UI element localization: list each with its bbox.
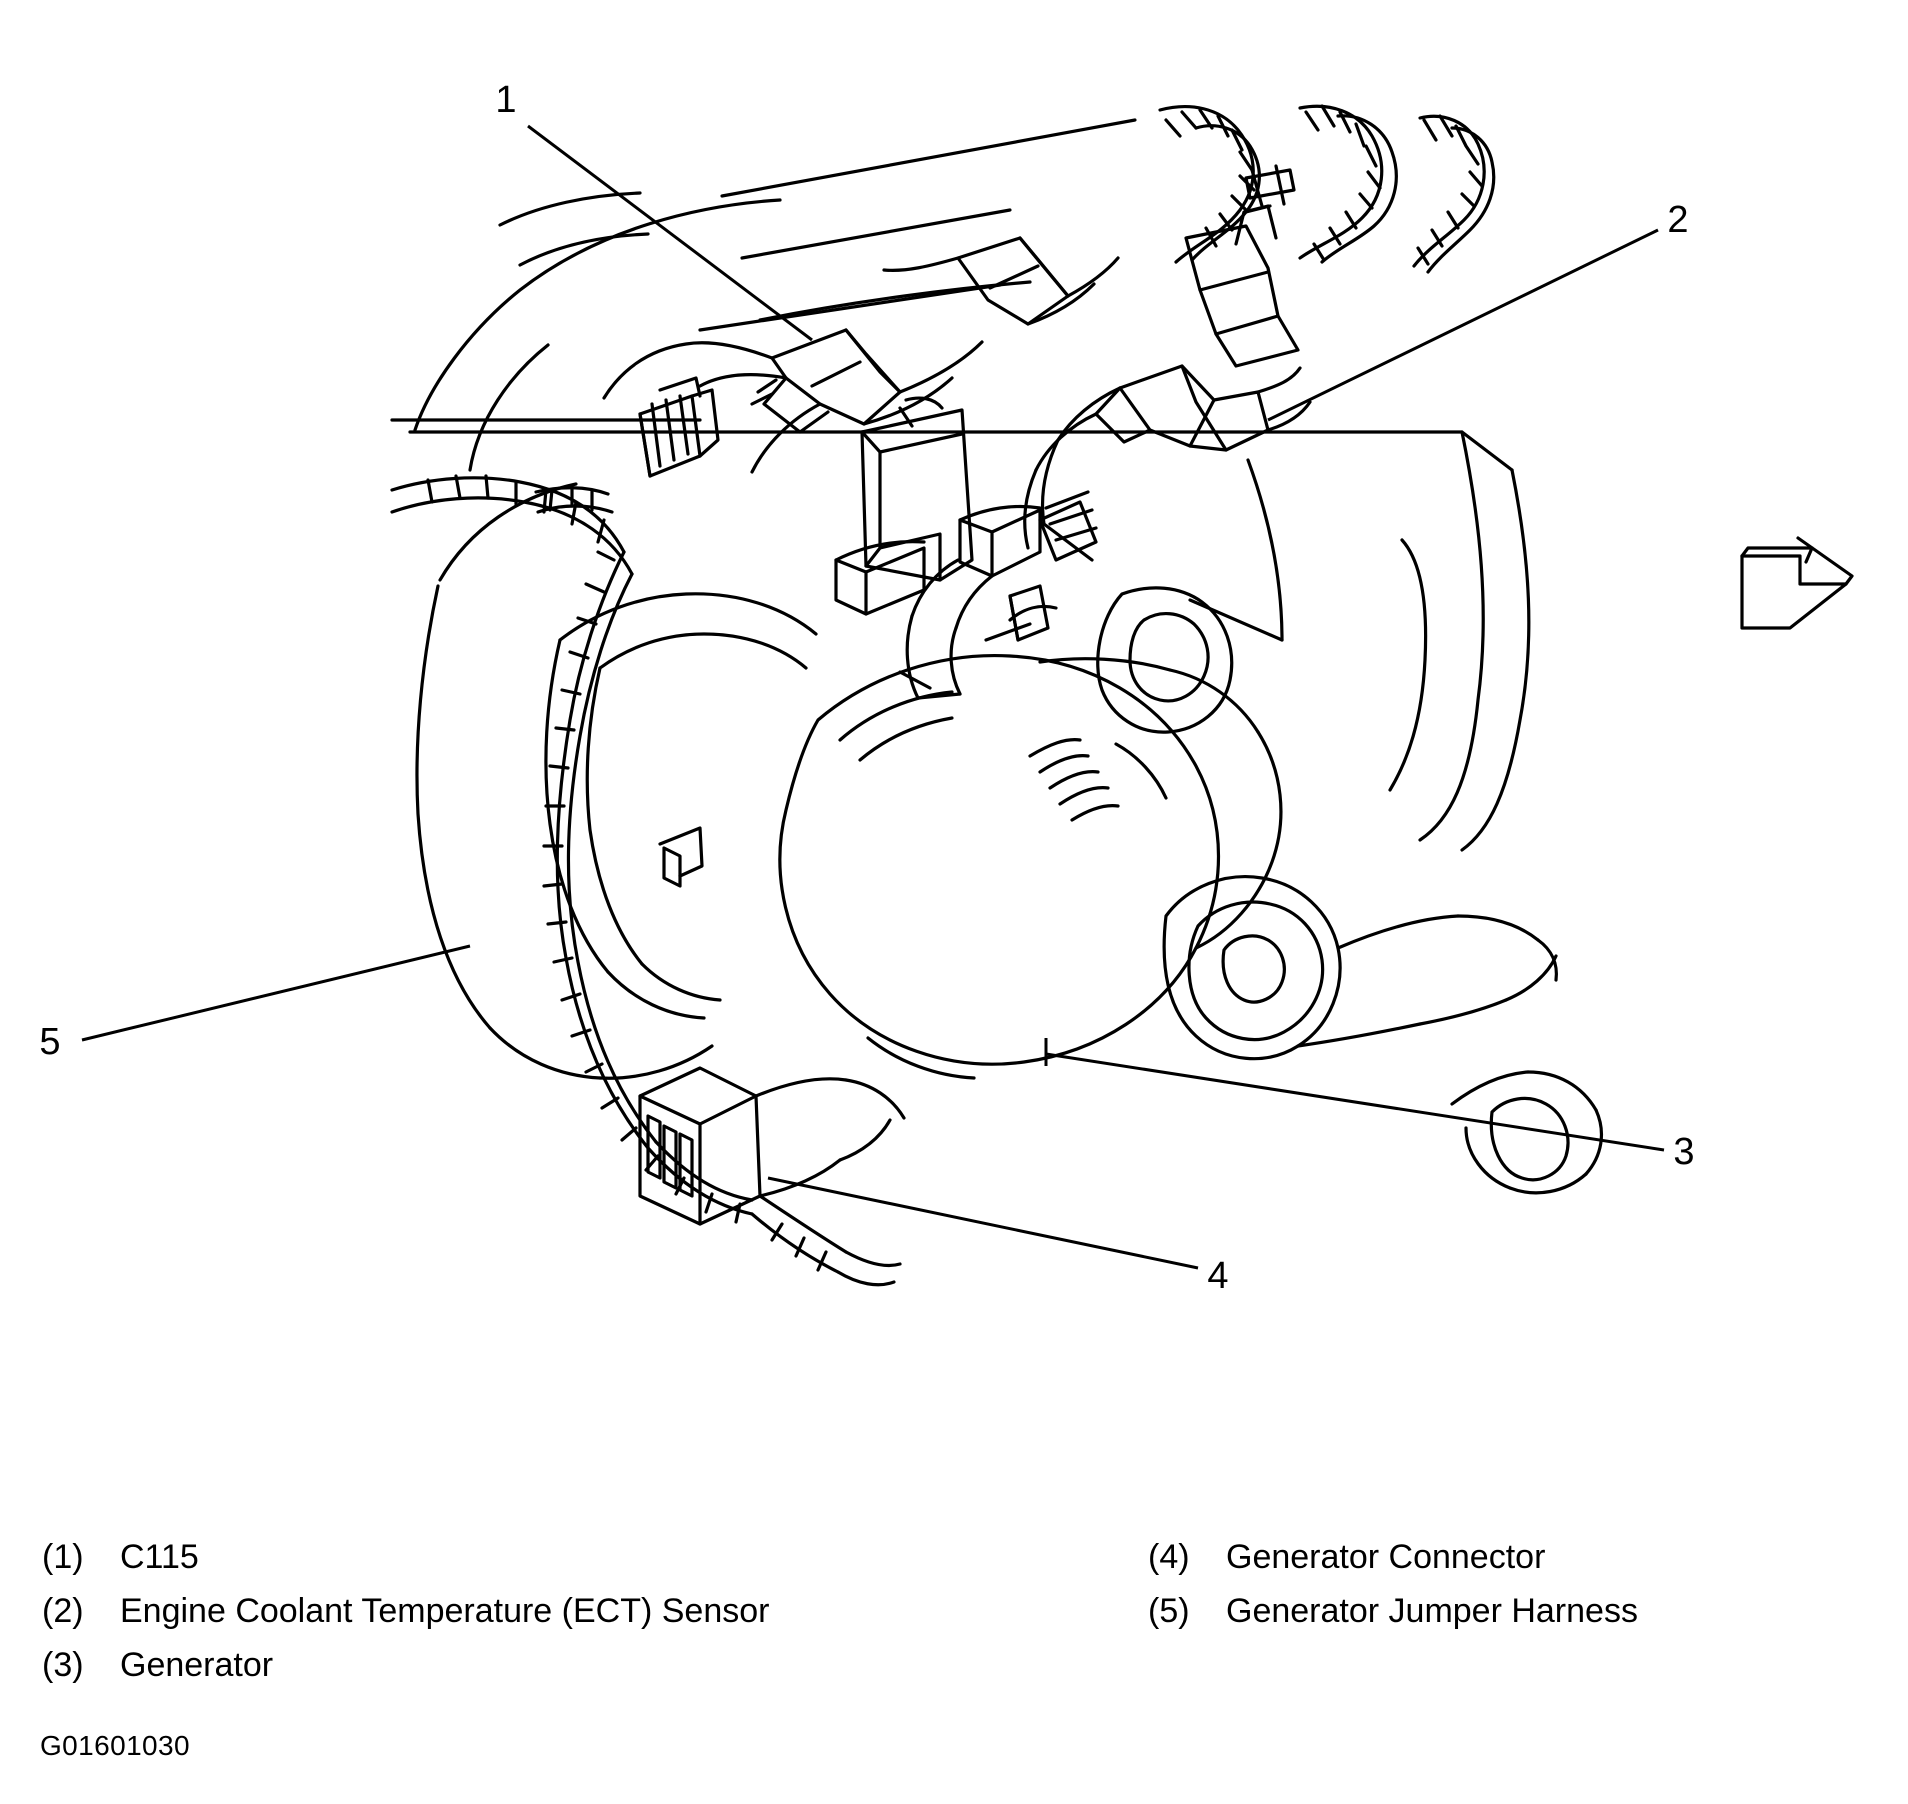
legend-item xyxy=(1148,1584,1908,1638)
connector-c115 xyxy=(752,330,982,432)
engine-block-outline xyxy=(392,120,1529,850)
leader-lines xyxy=(82,126,1664,1268)
ect-sensor xyxy=(1096,366,1310,450)
legend-item xyxy=(42,1584,922,1638)
legend-item xyxy=(1148,1530,1908,1584)
figure-id-code: G01601030 xyxy=(40,1730,190,1761)
legend-label: Generator xyxy=(120,1646,274,1684)
legend-label: Engine Coolant Temperature (ECT) Sensor xyxy=(120,1592,770,1630)
legend-left-column xyxy=(42,1530,922,1692)
legend-label: C115 xyxy=(120,1538,199,1576)
callout-number-4: 4 xyxy=(1207,1255,1229,1297)
legend-label: Generator Connector xyxy=(1226,1538,1546,1576)
legend-index: (3) xyxy=(42,1646,84,1684)
generator-jumper-harness xyxy=(392,476,752,1222)
legend-index: (4) xyxy=(1148,1538,1190,1576)
upper-harness-tubes xyxy=(1160,106,1494,272)
connector-clip-group xyxy=(1186,166,1298,366)
callout-number-2: 2 xyxy=(1667,199,1689,241)
lower-tube xyxy=(752,1196,900,1285)
legend xyxy=(0,1530,1908,1750)
legend-index: (1) xyxy=(42,1538,84,1576)
legend-index: (5) xyxy=(1148,1592,1190,1630)
callout-number-1: 1 xyxy=(495,79,517,121)
callout-number-5: 5 xyxy=(39,1021,61,1063)
legend-item xyxy=(42,1530,922,1584)
generator-body xyxy=(780,656,1602,1193)
direction-arrow xyxy=(1742,538,1852,628)
generator-connector xyxy=(640,1068,904,1224)
legend-item xyxy=(42,1638,922,1692)
legend-right-column xyxy=(1148,1530,1908,1638)
legend-index: (2) xyxy=(42,1592,84,1630)
connector-upper-left xyxy=(884,238,1118,324)
legend-label: Generator Jumper Harness xyxy=(1226,1592,1638,1630)
callout-number-3: 3 xyxy=(1673,1131,1695,1173)
hose-clamp xyxy=(640,378,718,476)
